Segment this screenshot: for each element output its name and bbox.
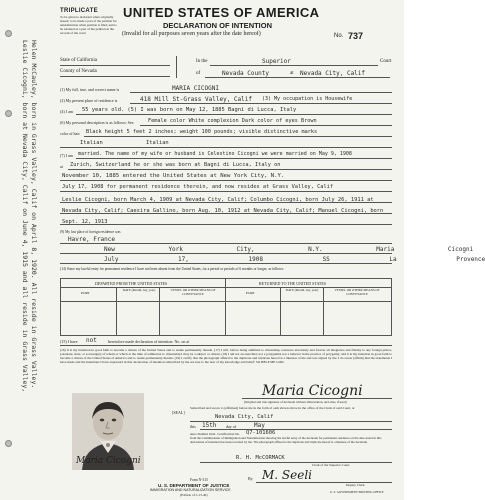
hair-height: Black height 5 feet 2 inches; weight 100 pounds; visible distinctive marks bbox=[86, 129, 318, 135]
edition: (Edition of 5-13-40) bbox=[180, 493, 208, 497]
deputy-signature: M. Seeli bbox=[262, 468, 313, 482]
triplicate-label: TRIPLICATE bbox=[60, 8, 98, 14]
absences-intro: (14) Since my lawful entry for permanent residence I have not been absent from the United States, for a period or periods of 6 months or longer, as follows: bbox=[60, 267, 285, 271]
age-birth: 55 years old. (5) I was born on May 12, 1885 Bagni di Lucca, Italy bbox=[82, 107, 297, 113]
punch-hole bbox=[5, 30, 12, 37]
spouse-residence: July 17, 1908 for permanent residence therein, and now resides at Grass Valley, Calif bbox=[62, 184, 334, 190]
jurat-day: 15th bbox=[202, 422, 217, 429]
court-location: Nevada County bbox=[222, 70, 269, 77]
printing-office: U. S. GOVERNMENT PRINTING OFFICE bbox=[330, 490, 384, 494]
state-label: State of California bbox=[60, 58, 97, 63]
certification-text: from the Commissioner of Immigration and Naturalization showing the lawful entry of the declarant for permanent residence on the date stated in this declaration of intention has been received by me. The photograph affixed to the duplicate and triplicate hereof is a likeness of the declarant. bbox=[190, 436, 382, 444]
punch-hole bbox=[5, 110, 12, 117]
service: IMMIGRATION AND NATURALIZATION SERVICE bbox=[150, 488, 231, 492]
clerk-name: R. H. McCORMACK bbox=[236, 455, 285, 461]
number-label: No. bbox=[334, 33, 344, 39]
departed-header: DEPARTED FROM THE UNITED STATES bbox=[95, 281, 168, 286]
spouse-entry: November 10, 1885 entered the United States at New York City, N.Y. bbox=[62, 173, 285, 179]
spouse-birth: Zurich, Switzerland he or she was born at Bagni di Lucca, Italy on bbox=[70, 162, 281, 168]
instructions-text: To be given to declarant when originally issued; to be made a part of the petition for naturalization when petition is filed; and to be retained as a part of the petition in the records of the court bbox=[60, 15, 117, 35]
residence: 418 Mill St-Grass Valley, Calif bbox=[140, 96, 252, 103]
sidebar-annotation bbox=[19, 40, 39, 412]
sidebar-line: Helen McCauley, born in Grass Valley, Calif on April 8, 1920. All reside in Grass Valley. bbox=[30, 40, 38, 389]
jurat-intro: Subscribed and sworn to (affirmed) before me in the form of oath shown above in the office of the Clerk of said Court, at bbox=[190, 406, 355, 410]
last-foreign-residence: Havre, France bbox=[68, 236, 115, 243]
sidebar-line: Leslie Cicogni, born at Nevada City, Calif on June 4, 1915 and all reside in Grass Valley, bbox=[21, 40, 29, 393]
validity-note: (Invalid for all purposes seven years after the date hereof) bbox=[122, 31, 261, 37]
jurat-place: Nevada City, Calif bbox=[215, 414, 274, 420]
marriage: married. The name of my wife or husband is Celestino Cicogni we were married on May 9, 1908 bbox=[78, 151, 352, 157]
signature-caption: (Original and true signature of declarant without abbreviation, and alias, if used) bbox=[244, 400, 347, 404]
court-type: Superior bbox=[262, 58, 291, 65]
description: Female color White complexion Dark color of eyes Brown bbox=[148, 118, 317, 124]
occupation: (3) My occupation is Housewife bbox=[262, 96, 353, 102]
entry-date-vessel: July 17, 1908 SS La Provence bbox=[104, 256, 485, 263]
certification-number: Q7-101606 bbox=[246, 430, 276, 436]
court-city: Nevada City, Calif bbox=[300, 70, 366, 77]
form-subtitle: DECLARATION OF INTENTION bbox=[163, 21, 273, 30]
entry-port: New York City, N.Y. Maria Cicogni bbox=[104, 246, 474, 253]
declaration-form: Leslie Cicogni, born at Nevada City, Calif on June 4, 1915 and all reside in Grass Valley, Helen McCauley, born in Grass Valley, Calif on April 8, 1920. All reside in Grass Valley. TRIPLICATE To be given to declarant when originally issued; to be made a part of the petition for naturalization when petition is filed; and to be retained as a part of the petition in the records of the court UNITED STATES OF AMERICA DECLARATION OF INTENTION (Invalid for all purposes seven years after the date hereof) No. 737 State of California County of Nevada In the Superior Court of Nevada County at Nevada City, Calif (1) My full, true, and correct name is MARIA CICOGNI (2) My present place of residence is 418 Mill St-Grass Valley, Calif (3) My occupation is Housewife (4) I am 55 years old. (5) I was born on May 12, 1885 Bagni di Lucca, Italy (6) My personal description is as follows: Sex Female color White complexion Dark color of eyes Brown color of hair Black height 5 feet 2 inches; weight 100 pounds; visible distinctive marks Italian Italian (7) I am married. The name of my wife or husband is Celestino Cicogni we were married on May 9, 1908 at Zurich, Switzerland he or she was born at Bagni di Lucca, Italy on November 10, 1885 entered the United States at New York City, N.Y. July 17, 1908 for permanent residence therein, and now resides at Grass Valley, Calif Leslie Cicogni, born March 4, 1909 at Nevada City, Calif; Columbo Cicogni, born July 26, 1911 at Nevada City, Calif; Caesira Gallino, born Aug. 10, 1912 at Nevada City, Calif; Manuel Cicogni, born Sept. 12, 1913 (9) My last place of foreign residence was Havre, France New York City, N.Y. Maria Cicogni July 17, 1908 SS La Provence (14) Since my lawful entry for permanent residence I have not been absent from the United States, for a period or periods of 6 months or longer, as follows: DEPARTED FROM THE UNITED STATES RETURNED TO THE UNITED STATES PORT DATE (Month, day, year) VESSEL OR OTHER MEANS OF CONVEYANCE PORT DATE (Month, day, year) VESSEL OR OTHER MEANS OF CONVEYANCE (15) I have not heretofore made declaration of intention: No. on at (16) It is my intention in good faith to become a citizen of the United States and to reside permanently therein. (17) I will, before being admitted to citizenship, renounce absolutely and forever all allegiance and fidelity to any foreign prince, potentate, state, or sovereignty of whom or which at the time of admission to citizenship I may be a subject or citizen. (18) I am not an anarchist; nor a polygamist nor a believer in the practice of polygamy; and it is my intention in good faith to become a citizen of the United States of America and to reside permanently therein. (19) I certify that the photograph affixed to the duplicate and triplicate hereof is a likeness of me and was signed by me. I do swear (affirm) that the statements I have made and the intentions I have expressed in this declaration of intention subscribed by me are true to the best of my knowledge and belief: SO HELP ME GOD. Maria Cicogni (Original and true signature of declarant without abbreviation, and alias, if used) Subscribed and sworn to (affirmed) before me in the form of oath shown above in the office of the Clerk of said Court, at Nevada City, Calif this 15th day of May anno Domini 1941. Certification No. Q7-101606 from the Commissioner of Immigration and Naturalization showing the lawful entry of the declarant for permanent residence on the date stated in this declaration of intention has been received by me. The photograph affixed to the duplicate and triplicate hereof is a likeness of the declarant. R. H. McCORMACK Clerk of the Superior Court. By M. Seeli Deputy Clerk. Maria Cicogni [SEAL] Form N-315 U. S. DEPARTMENT OF JUSTICE IMMIGRATION AND NATURALIZATION SERVICE (Edition of 5-13-40) U. S. GOVERNMENT PRINTING OFFICE bbox=[0, 0, 404, 500]
prior-declaration: not bbox=[86, 337, 97, 344]
seal-label: [SEAL] bbox=[172, 410, 185, 415]
declarant-signature: Maria Cicogni bbox=[262, 383, 363, 399]
photo-signature: Maria Cicogni bbox=[76, 456, 141, 466]
returned-header: RETURNED TO THE UNITED STATES bbox=[259, 281, 327, 286]
declarant-photo bbox=[72, 393, 144, 470]
jurat-month: May bbox=[254, 422, 265, 429]
page-title: UNITED STATES OF AMERICA bbox=[123, 5, 320, 20]
full-name: MARIA CICOGNI bbox=[172, 85, 219, 92]
punch-hole bbox=[5, 440, 12, 447]
declaration-number: 737 bbox=[348, 31, 364, 41]
race-nationality: Italian Italian bbox=[80, 140, 169, 146]
oath-text: (16) It is my intention in good faith to become a citizen of the United States and to reside permanently therein. (17) I will, before being admitted to citizenship, renounce absolutely and forever all allegiance and fidelity to any foreign prince, potentate, state, or sovereignty of whom or which at the time of admission to citizenship I may be a subject or citizen. (18) I am not an anarchist; nor a polygamist nor a believer in the practice of polygamy; and it is my intention in good faith to become a citizen of the United States of America and to reside permanently therein. (19) I certify that the photograph affixed to the duplicate and triplicate hereof is a likeness of me and was signed by me. I do swear (affirm) that the statements I have made and the intentions I have expressed in this declaration of intention subscribed by me are true to the best of my knowledge and belief: SO HELP ME GOD. bbox=[60, 348, 392, 365]
absences-table: DEPARTED FROM THE UNITED STATES RETURNED TO THE UNITED STATES PORT DATE (Month, day, year) VESSEL OR OTHER MEANS OF CONVEYANCE PORT DATE (Month, day, year) VESSEL OR OTHER MEANS OF CONVEYANCE bbox=[60, 278, 392, 336]
children: Leslie Cicogni, born March 4, 1909 at Nevada City, Calif; Columbo Cicogni, born July 26, 1911 at Nevada City, Calif; Caesira Gallino, born Aug. 10, 1912 at Nevada City, Calif; Manuel Cicogni, born Sept. 12, 1913 bbox=[62, 197, 384, 225]
form-number: Form N-315 bbox=[190, 478, 208, 482]
county-label: County of Nevada bbox=[60, 69, 97, 74]
department: U. S. DEPARTMENT OF JUSTICE bbox=[158, 483, 230, 488]
